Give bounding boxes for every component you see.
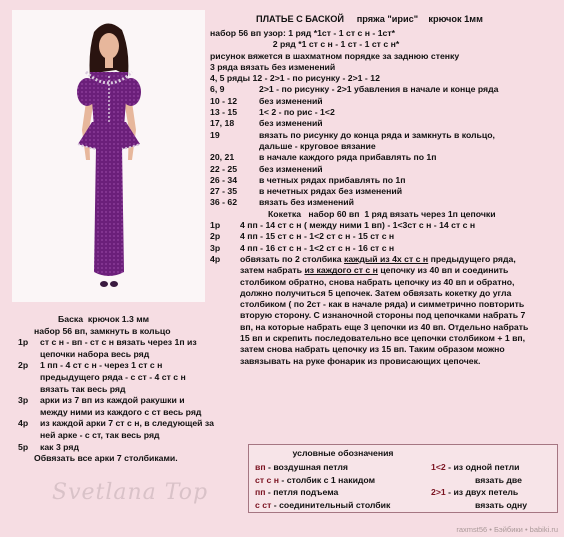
legend-row — [255, 461, 551, 474]
row-text: из каждой арки 7 ст с н, в следующей за ней арке - с ст, так весь ряд — [40, 418, 214, 440]
row-step — [210, 107, 560, 118]
row-key: 1р — [210, 220, 221, 231]
legend-term — [431, 461, 520, 474]
row-step — [210, 175, 560, 186]
legend-term — [431, 486, 518, 499]
row-key: 1р — [18, 337, 29, 348]
row-key: 3р — [210, 242, 221, 253]
row-step — [210, 96, 560, 107]
row-key: 26 - 34 — [210, 174, 238, 185]
text-part: обвязать по 2 столбика — [240, 253, 344, 264]
baska-final: Обвязать все арки 7 столбиками. — [34, 453, 178, 464]
kokettka-row — [210, 243, 560, 254]
legend-desc: вязать одну — [475, 499, 528, 510]
row-text: дальше - круговое вязание — [259, 140, 376, 151]
kokettka-heading: Кокетка набор 60 вп 1 ряд вязать через 1п цепочки — [268, 208, 496, 219]
kokettka-row-4 — [210, 254, 560, 367]
baska-heading: Баска крючок 1.3 мм — [58, 314, 150, 324]
row-text: в нечетных рядах без изменений — [259, 186, 403, 197]
legend-key: ст с н — [255, 474, 279, 485]
row-text — [240, 254, 540, 367]
row-text: арки из 7 вп из каждой ракушки и между ними из каждого с ст весь ряд — [40, 395, 202, 417]
row-key: 5р — [18, 441, 29, 452]
legend-desc: вязать две — [475, 474, 522, 485]
row-key: 10 - 12 — [210, 95, 238, 106]
row-step — [210, 84, 560, 95]
row-step — [210, 186, 560, 197]
legend-term — [255, 461, 431, 474]
legend-term — [255, 486, 431, 499]
row-text: ст с н - вп - ст с н вязать через 1п из цепочки набора весь ряд — [40, 337, 197, 359]
row-step — [210, 152, 560, 163]
row-text: вязать по рисунку до конца ряда и замкнуть в кольцо, — [259, 129, 495, 140]
intro-line: набор 56 вп узор: 1 ряд *1ст - 1 ст с н - 1ст* — [210, 28, 395, 38]
legend-desc: - из двух петель — [445, 487, 519, 497]
row-step: 4, 5 ряды 12 - 2>1 - по рисунку - 2>1 - 12 — [210, 73, 380, 84]
legend-term — [255, 499, 431, 512]
legend-row — [255, 486, 551, 499]
row-key: 4р — [18, 418, 29, 429]
row-step — [210, 197, 560, 208]
pattern-title: ПЛАТЬЕ С БАСКОЙ пряжа "ирис" крючок 1мм — [256, 14, 483, 24]
row-text: 4 пп - 15 ст с н - 1<2 ст с н - 15 ст с н — [240, 231, 395, 242]
row-text: как 3 ряд — [40, 441, 79, 452]
row-key: 22 - 25 — [210, 163, 238, 174]
legend-desc: - петля подъема — [265, 487, 339, 497]
intro-line: рисунок вяжется в шахматном порядке за заднюю стенку — [210, 50, 460, 61]
legend-key: пп — [255, 487, 266, 497]
legend-row — [255, 499, 551, 512]
row-text: 1< 2 - по рис - 1<2 — [259, 107, 335, 118]
row-text: 1 пп - 4 ст с н - через 1 ст с н предыдущего ряда - с ст - 4 ст с н вязать так весь ряд — [40, 360, 186, 394]
baska-row — [18, 395, 214, 418]
kokettka-row — [210, 220, 560, 231]
baska-row — [18, 418, 214, 441]
row-key: 19 — [210, 129, 220, 140]
row-key: 36 - 62 — [210, 197, 238, 208]
text-part-underlined: каждый из 4х ст с н — [344, 253, 429, 264]
legend-title: условные обозначения — [292, 448, 394, 458]
row-key: 20, 21 — [210, 152, 235, 163]
row-text: без изменений — [259, 118, 323, 129]
legend-term — [431, 499, 527, 512]
row-key: 4р — [210, 253, 221, 264]
legend-desc: - столбик с 1 накидом — [279, 474, 376, 485]
text-part: предыдущего ряда, затем набрать — [240, 253, 516, 276]
row-text: в четных рядах прибавлять по 1п — [259, 174, 406, 185]
row-key: 13 - 15 — [210, 107, 238, 118]
baska-row — [18, 360, 214, 395]
doll-photo — [12, 10, 205, 302]
legend-key: 2>1 — [431, 487, 446, 497]
row-text: без изменений — [259, 163, 323, 174]
legend-grid — [255, 461, 551, 511]
doll-illustration — [12, 10, 205, 302]
row-text: 4 пп - 14 ст с н ( между ними 1 вп) - 1<3ст с н - 14 ст с н — [240, 220, 476, 231]
legend-desc: - воздушная петля — [265, 462, 348, 472]
row-text: без изменений — [259, 95, 323, 106]
legend-key: вп — [255, 462, 266, 472]
baska-row — [18, 337, 214, 360]
legend-term — [255, 474, 431, 487]
intro-line: 2 ряд *1 ст с н - 1 ст - 1 ст с н* — [210, 39, 400, 50]
dress-instructions — [210, 14, 560, 367]
kokettka-row — [210, 231, 560, 242]
row-key: 2р — [18, 360, 29, 371]
row-step — [210, 141, 560, 152]
row-key: 2р — [210, 231, 221, 242]
legend-box — [248, 444, 558, 513]
legend-term — [431, 474, 522, 487]
legend-key: 1<2 — [431, 462, 446, 472]
row-step — [210, 164, 560, 175]
baska-subline: набор 56 вп, замкнуть в кольцо — [34, 325, 171, 336]
legend-key: с ст — [255, 499, 272, 510]
legend-row — [255, 474, 551, 487]
site-watermark: raxmst56 • Бэйбики • babiki.ru — [456, 525, 558, 534]
legend-desc: - соединительный столбик — [271, 499, 391, 510]
row-text: 4 пп - 16 ст с н - 1<2 ст с н - 16 ст с н — [240, 242, 395, 253]
row-text: вязать без изменений — [259, 197, 354, 208]
baska-instructions — [18, 314, 214, 465]
row-step — [210, 130, 560, 141]
row-key — [210, 141, 259, 152]
row-key: 6, 9 — [210, 84, 225, 95]
row-text: в начале каждого ряда прибавлять по 1п — [259, 152, 437, 163]
text-part-underlined: из каждого ст с н — [304, 265, 378, 276]
row-key: 27 - 35 — [210, 186, 238, 197]
row-text: 2>1 - по рисунку - 2>1 убавления в начале и конце ряда — [259, 84, 499, 95]
signature: Svetlana Top — [52, 480, 209, 505]
row-key: 3р — [18, 395, 29, 406]
row-step — [210, 118, 560, 129]
text-part: цепочку из 40 вп и соединить столбиком обратно, снова набрать цепочку из 40 вп и обратно, должно получиться 5 цепочек. Затем обвязать кокетку до угла столбиком ( по 2ст - как в начале ряда) и симметрично повторить вторую сторону. С изнаночной стороны под цепочками набрать 7 вп, на которые набрать еще 3 цепочки из 40 вп. Отдельно набрать 15 вп и скрепить последовательно все цепочки столбиком + 1 вп, затем снова набрать цепочку из 15 вп. Таким образом можно завязывать на руке фонарик из провисающих цепочек. — [240, 265, 529, 366]
intro-line: 3 ряда вязать без изменений — [210, 61, 336, 72]
legend-desc: - из одной петли — [445, 462, 520, 472]
row-key: 17, 18 — [210, 118, 235, 129]
